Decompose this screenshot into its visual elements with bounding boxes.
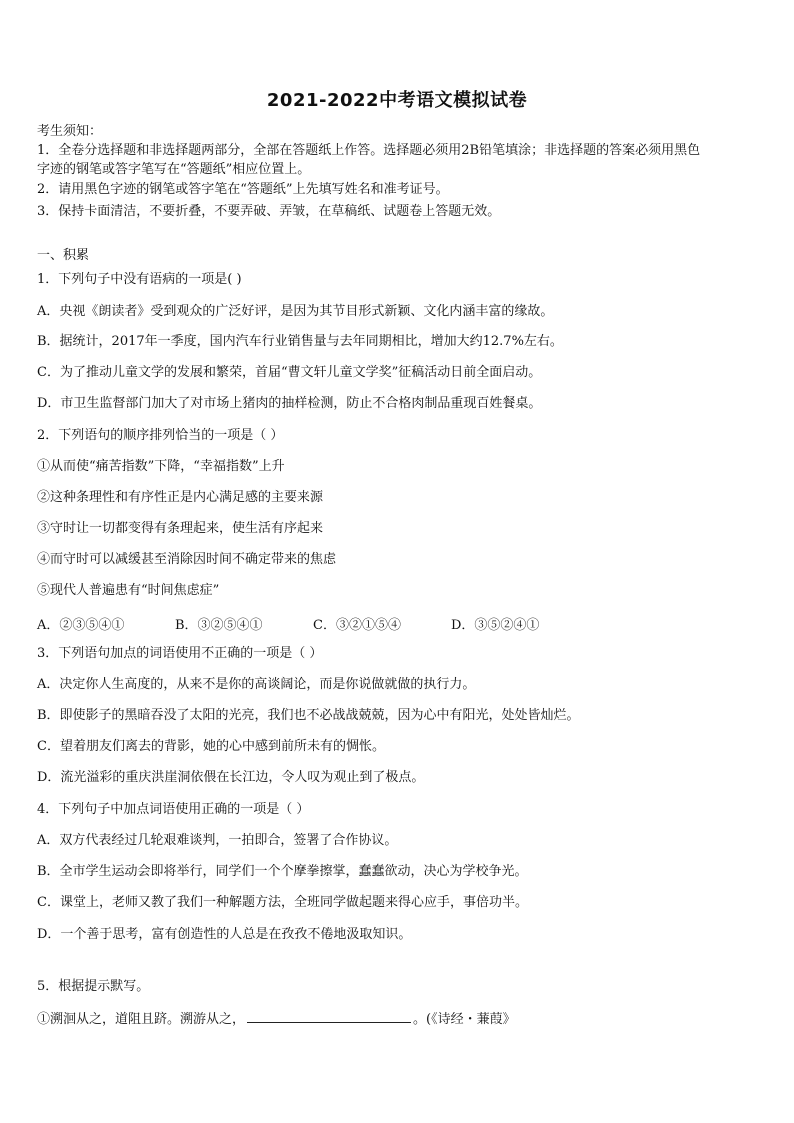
question-3-option-c: C．望着朋友们离去的背影，她的心中感到前所未有的惆怅。: [37, 739, 385, 754]
question-2-sentence-5: ⑤现代人普遍患有“时间焦虑症”: [37, 583, 220, 598]
question-2-option-b: B．③②⑤④①: [175, 618, 263, 633]
question-3-stem: 3．下列语句加点的词语使用不正确的一项是（ ）: [37, 646, 323, 661]
question-2-option-c: C．③②①⑤④: [313, 618, 401, 633]
question-1-stem: 1．下列句子中没有语病的一项是( ): [37, 272, 242, 287]
question-4-option-d: D．一个善于思考，富有创造性的人总是在孜孜不倦地汲取知识。: [37, 927, 412, 942]
question-4-option-a: A．双方代表经过几轮艰难谈判，一拍即合，签署了合作协议。: [37, 833, 398, 848]
question-2-stem: 2．下列语句的顺序排列恰当的一项是（ ）: [37, 428, 284, 443]
question-2-option-d: D．③⑤②④①: [451, 618, 540, 633]
question-5-line-1-before: ①溯洄从之，道阻且跻。溯游从之，: [37, 1012, 246, 1027]
question-4-option-b: B．全市学生运动会即将举行，同学们一个个摩拳擦掌，蠢蠢欲动，决心为学校争光。: [37, 864, 528, 879]
notice-item-1-line-2: 字迹的钢笔或答字笔写在“答题纸”相应位置上。: [37, 162, 311, 177]
question-1-option-b: B．据统计，2017年一季度，国内汽车行业销售量与去年同期相比，增加大约12.7%左右。: [37, 334, 563, 349]
question-1-option-d: D．市卫生监督部门加大了对市场上猪肉的抽样检测，防止不合格肉制品重现百姓餐桌。: [37, 396, 542, 411]
question-2-sentence-3: ③守时让一切都变得有条理起来，使生活有序起来: [37, 521, 324, 536]
question-3-option-a: A．决定你人生高度的，从来不是你的高谈阔论，而是你说做就做的执行力。: [37, 677, 476, 692]
question-2-options: [37, 614, 539, 633]
notice-item-3: 3．保持卡面清洁，不要折叠，不要弄破、弄皱，在草稿纸、试题卷上答题无效。: [37, 204, 501, 219]
question-3-option-d: D．流光溢彩的重庆洪崖洞依偎在长江边，令人叹为观止到了极点。: [37, 770, 425, 785]
question-2-option-a: A．②③⑤④①: [37, 618, 125, 633]
question-1-option-c: C．为了推动儿童文学的发展和繁荣，首届“曹文轩儿童文学奖”征稿活动日前全面启动。: [37, 365, 542, 380]
question-4-option-c: C．课堂上，老师又教了我们一种解题方法，全班同学做起题来得心应手，事倍功半。: [37, 895, 528, 910]
question-1-option-a: A．央视《朗读者》受到观众的广泛好评，是因为其节目形式新颖、文化内涵丰富的缘故。: [37, 304, 554, 319]
notice-item-2: 2．请用黑色字迹的钢笔或答字笔在“答题纸”上先填写姓名和准考证号。: [37, 182, 449, 197]
question-4-stem: 4．下列句子中加点词语使用正确的一项是（ ）: [37, 802, 310, 817]
question-2-sentence-4: ④而守时可以减缓甚至消除因时间不确定带来的焦虑: [37, 552, 337, 567]
question-5-line-1-after: 。(《诗经・蒹葭》: [413, 1012, 516, 1027]
question-2-sentence-1: ①从而使“痛苦指数”下降，“幸福指数”上升: [37, 459, 285, 474]
question-5-line-1: [37, 1009, 516, 1029]
notice-heading: 考生须知：: [37, 124, 103, 139]
question-2-sentence-2: ②这种条理性和有序性正是内心满足感的主要来源: [37, 490, 324, 505]
question-5-stem: 5．根据提示默写。: [37, 979, 150, 994]
question-3-option-b: B．即使影子的黑暗吞没了太阳的光亮，我们也不必战战兢兢，因为心中有阳光，处处皆灿烂。: [37, 708, 580, 723]
answer-blank[interactable]: [247, 1009, 411, 1023]
section-heading: 一、积累: [37, 248, 90, 263]
notice-item-1-line-1: 1．全卷分选择题和非选择题两部分，全部在答题纸上作答。选择题必须用2B铅笔填涂；非选择题的答案必须用黑色: [37, 143, 701, 158]
page-title: 2021-2022中考语文模拟试卷: [266, 90, 528, 111]
